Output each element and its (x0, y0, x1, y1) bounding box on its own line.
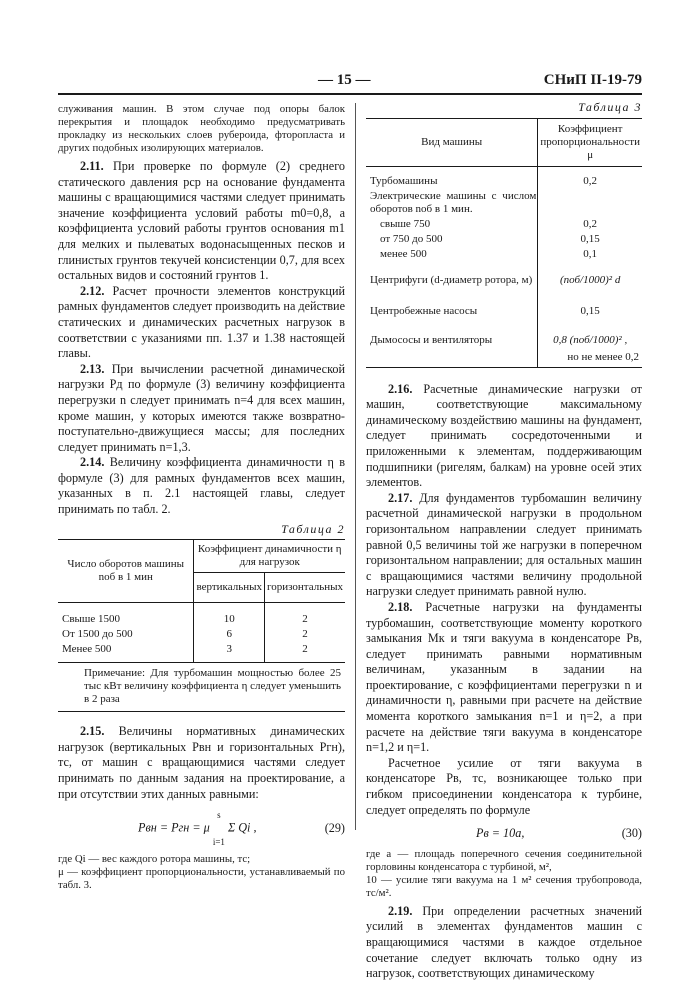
right-column (366, 100, 642, 982)
table-3-cell: менее 500 (366, 247, 538, 262)
table-3-cell: 0,2 (583, 174, 598, 187)
table-2-header-horizontal: горизонтальных (265, 573, 346, 603)
table-2-cell: Свыше 1500 (58, 603, 194, 628)
page-number: — 15 — (318, 72, 371, 88)
section-2-17 (366, 491, 642, 600)
section-number: 2.11. (80, 159, 104, 173)
table-3-cell: Центробежные насосы (366, 299, 538, 324)
section-number: 2.12. (80, 283, 105, 298)
table-2-caption: Таблица 2 (281, 521, 345, 536)
formula-30 (476, 826, 642, 842)
section-text: При проверке по формуле (2) среднего статического давления pср на основание фундамента машины с вращающимися частями следует принимать значение коэффициента условий работы m0=0,8, а коэффициента условий работы грунтов основания m1 для мелких и пылеватых водонасыщенных песков и глинистых грунтов текучей консистенции 0,7, для всех остальных видов и состояний грунтов 1. (58, 159, 345, 283)
table-3-cell (538, 189, 642, 217)
table-3-cell: Электрические машины с числом оборотов nоб в 1 мин. (366, 189, 538, 217)
table-2-cell: 6 (194, 627, 265, 642)
section-text: Расчет прочности элементов конструкций рамных фундаментов следует производить на действие статических и динамических расчетных нагрузок в соответствии с указаниями пп. 1.37 и 1.38 настоящей главы. (58, 283, 345, 361)
section-number: 2.13. (80, 361, 105, 376)
formula-29-sum-bottom: i=1 (212, 837, 225, 848)
table-2-header-rpm: Число оборотов машины nоб в 1 мин (58, 540, 194, 603)
table-2-header-vertical: вертикальных (194, 573, 265, 603)
table-2-cell: 2 (302, 628, 308, 641)
formula-30-expression: Pв = 10a, (476, 826, 525, 841)
section-text: При определении расчетных значений усилий в элементах фундаментов машин с вращающимися частями в каждое отдельное сочетание следует включать только одну из нагрузок, соответствующих динамическому (366, 903, 642, 981)
formula-29-where-q: где Qi — вес каждого ротора машины, тс; (58, 853, 251, 866)
section-2-13 (58, 362, 345, 456)
formula-30-number: (30) (621, 826, 642, 841)
section-number: 2.18. (388, 599, 413, 614)
table-2-cell: 2 (302, 643, 308, 656)
table-3-cell (366, 351, 538, 368)
table-3-header-mu: Коэффициент пропорциональности μ (538, 118, 642, 166)
section-2-18 (366, 600, 642, 756)
document-code: СНиП II-19-79 (543, 72, 642, 88)
section-text: Расчетные нагрузки на фундаменты турбомашин, соответствующие моменту короткого замыкания Mк и тяги вакуума в конденсаторе Pв, следует принимать равными нормативным величинам, указанным в задании на проектирование, с коэффициентами перегрузки n и динамичности η, равными при расчете на действие момента короткого замыкания n=1 и η=2, а при расчете на действие тяги вакуума в конденсаторе n=1,2 и η=1. (366, 599, 643, 755)
section-2-14 (58, 455, 345, 517)
table-2-note: Примечание: Для турбомашин мощностью более 25 тыс кВт величину коэффициента η следует уменьшить в 2 раза (58, 663, 345, 712)
table-3-caption: Таблица 3 (578, 100, 642, 114)
section-text: Для фундаментов турбомашин величину расчетной динамической нагрузки в продольном горизонтальном направлении следует принимать равной 0,5 величины той же нагрузки в поперечном горизонтальном направлении; для остальных машин с вращающимися частями величину продольной нагрузки следует принимать равной нулю. (366, 490, 643, 599)
section-number: 2.17. (388, 490, 413, 505)
table-3-cell: 0,15 (580, 232, 600, 245)
section-number: 2.16. (388, 381, 413, 396)
table-3-cell: 0,2 (583, 217, 598, 230)
table-2-cell: 2 (302, 613, 308, 626)
table-3 (366, 118, 642, 368)
table-2-cell: От 1500 до 500 (58, 627, 194, 642)
section-text: При вычислении расчетной динамической нагрузки Pд по формуле (3) величину коэффициента перегрузки n следует принимать n=4 для всех машин, кроме машин, у которых имеются также возвратно-поступательно-движущиеся массы; для последних следует принимать n=1,3. (58, 361, 345, 454)
table-3-cell: свыше 750 (366, 217, 538, 232)
formula-29-lhs: Pвн = Pгн = μ (138, 820, 210, 835)
table-3-cell: Дымососы и вентиляторы (366, 324, 538, 351)
table-3-note: но не менее 0,2 (567, 350, 639, 363)
table-3-cell: (nоб/1000)² d (560, 273, 621, 286)
header-rule (58, 93, 642, 95)
table-3-cell: 0,8 (nоб/1000)² , (553, 333, 628, 346)
section-2-11 (58, 159, 345, 284)
table-2 (58, 539, 345, 712)
section-2-12 (58, 284, 345, 362)
section-text: Расчетные динамические нагрузки от машин, соответствующие максимальному динамическому воздействию машины на фундамент, следует принимать сосредоточенными и приложенными к элементам, поддерживающим подшипники (ригелям, балкам) на уровне осей этих элементов. (366, 381, 642, 490)
section-text: Величину коэффициента динамичности η в формуле (3) для рамных фундаментов всех машин, указанных в п. 2.1 настоящей главы, следует принимать по табл. 2. (58, 455, 346, 517)
formula-29-sum: Σ Qi , (227, 820, 257, 835)
table-3-cell: 0,1 (583, 247, 598, 260)
table-3-cell: 0,15 (580, 304, 600, 317)
formula-29-where-mu: μ — коэффициент пропорциональности, устанавливаемый по табл. 3. (58, 866, 345, 892)
formula-29 (138, 810, 345, 847)
table-2-cell: 10 (194, 603, 265, 628)
table-3-cell: Турбомашины (366, 166, 538, 189)
table-2-cell: 3 (194, 642, 265, 663)
section-number: 2.15. (80, 724, 105, 739)
table-2-cell: Менее 500 (58, 642, 194, 663)
section-2-16 (366, 382, 642, 491)
section-number: 2.14. (80, 455, 105, 470)
section-number: 2.19. (388, 903, 413, 918)
table-2-header-coeff: Коэффициент динамичности η для нагрузок (194, 540, 345, 573)
vacuum-paragraph: Расчетное усилие от тяги вакуума в конденсаторе Pв, тс, возникающее только при гибком присоединении конденсатора к турбине, следует определять по формуле (366, 755, 642, 817)
left-column (58, 103, 345, 892)
formula-30-where-10: 10 — усилие тяги вакуума на 1 м² сечения трубопровода, тс/м². (366, 873, 642, 899)
paragraph-continued: служивания машин. В этом случае под опоры балок перекрытия и площадок необходимо предусматривать прокладку из нескольких слоев рубероида, фторопласта и других подобных изолирующих материалов. (58, 103, 345, 154)
table-3-cell: Центрифуги (d-диаметр ротора, м) (366, 262, 538, 299)
section-2-19 (366, 904, 642, 982)
formula-29-number: (29) (324, 820, 345, 835)
section-text: Величины нормативных динамических нагрузок (вертикальных Pвн и горизонтальных Pгн), тс, от машин с вращающимися частями следует принимать по данным задания на проектирование, а при отсутствии этих данных равными: (58, 724, 345, 801)
table-3-header-machine: Вид машины (366, 118, 538, 166)
table-3-cell: от 750 до 500 (366, 232, 538, 247)
section-2-15 (58, 724, 345, 802)
column-divider (355, 103, 356, 830)
formula-30-where-a: где a — площадь поперечного сечения соединительной горловины конденсатора с турбиной, м², (366, 847, 642, 873)
formula-29-sum-top: s (217, 810, 221, 821)
